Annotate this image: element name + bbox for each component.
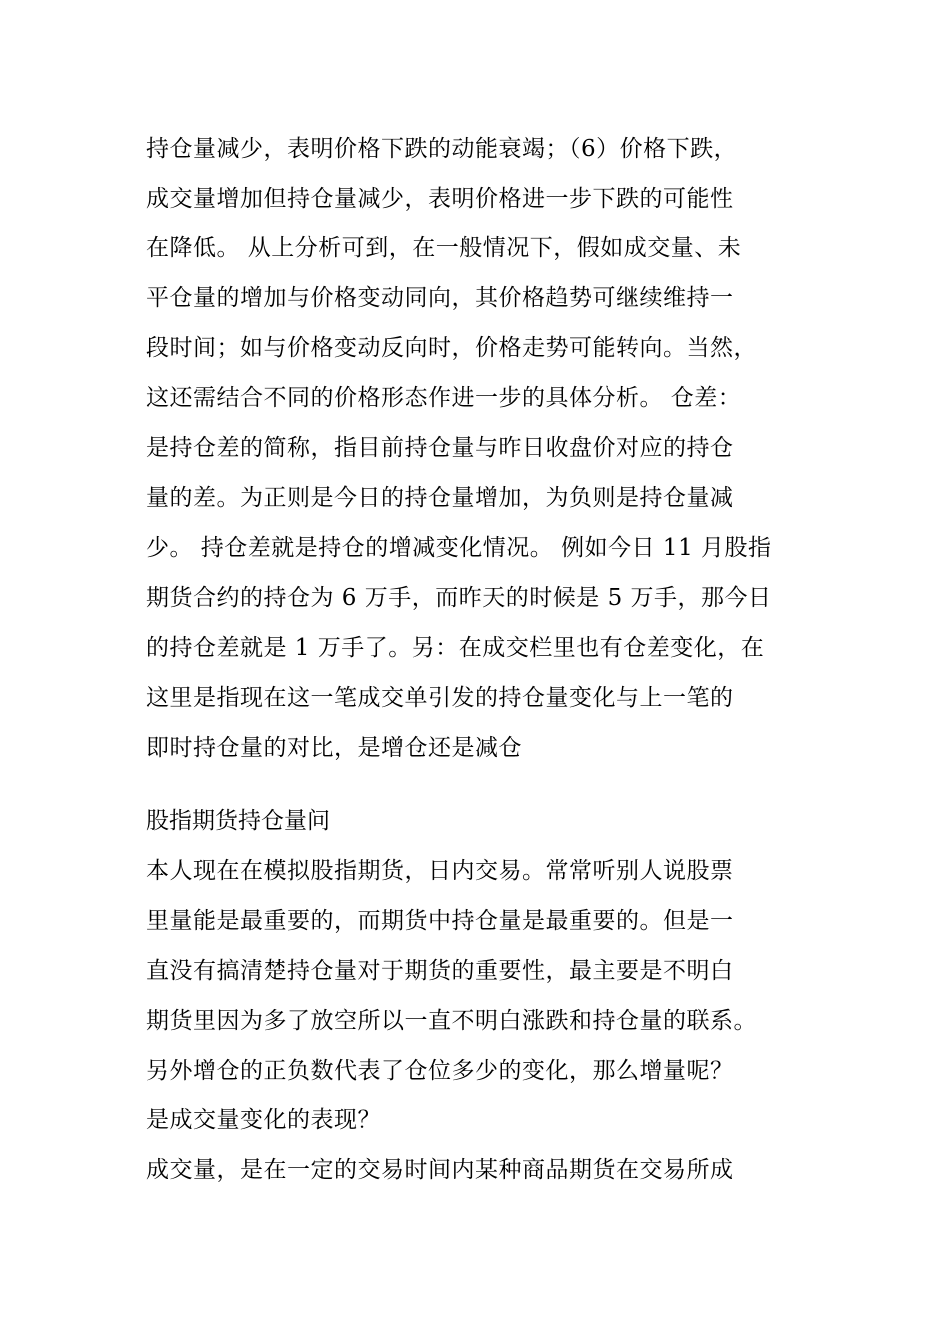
text-line: 期货里因为多了放空所以一直不明白涨跌和持仓量的联系。 [146,1008,757,1034]
text-line: 成交量，是在一定的交易时间内某种商品期货在交易所成 [146,1157,734,1183]
text-line: 里量能是最重要的，而期货中持仓量是最重要的。但是一 [146,908,734,934]
text-line: 这还需结合不同的价格形态作进一步的具体分析。 仓差： [146,385,742,411]
text-line: 平仓量的增加与价格变动同向，其价格趋势可继续维持一 [146,285,734,311]
text-line: 这里是指现在这一笔成交单引发的持仓量变化与上一笔的 [146,685,734,711]
text-line: 是持仓差的简称，指目前持仓量与昨日收盘价对应的持仓 [146,435,734,461]
section-title: 股指期货持仓量问 [146,808,330,834]
text-line: 量的差。为正则是今日的持仓量增加，为负则是持仓量减 [146,485,734,511]
text-line: 在降低。 从上分析可到，在一般情况下，假如成交量、未 [146,235,742,261]
text-line: 直没有搞清楚持仓量对于期货的重要性，最主要是不明白 [146,958,734,984]
text-line: 持仓量减少，表明价格下跌的动能衰竭；（6）价格下跌， [146,136,738,162]
text-line: 另外增仓的正负数代表了仓位多少的变化，那么增量呢？ [146,1058,734,1084]
text-line: 少。 持仓差就是持仓的增减变化情况。 例如今日 11 月股指 [146,535,772,561]
text-line: 本人现在在模拟股指期货，日内交易。常常听别人说股票 [146,858,734,884]
text-line: 即时持仓量的对比，是增仓还是减仓 [146,735,522,761]
text-line: 是成交量变化的表现？ [146,1107,381,1133]
text-line: 期货合约的持仓为 6 万手，而昨天的时候是 5 万手，那今日 [146,585,772,611]
text-line: 段时间；如与价格变动反向时，价格走势可能转向。当然， [146,335,757,361]
text-line: 的持仓差就是 1 万手了。另：在成交栏里也有仓差变化，在 [146,635,765,661]
text-line: 成交量增加但持仓量减少，表明价格进一步下跌的可能性 [146,186,734,212]
